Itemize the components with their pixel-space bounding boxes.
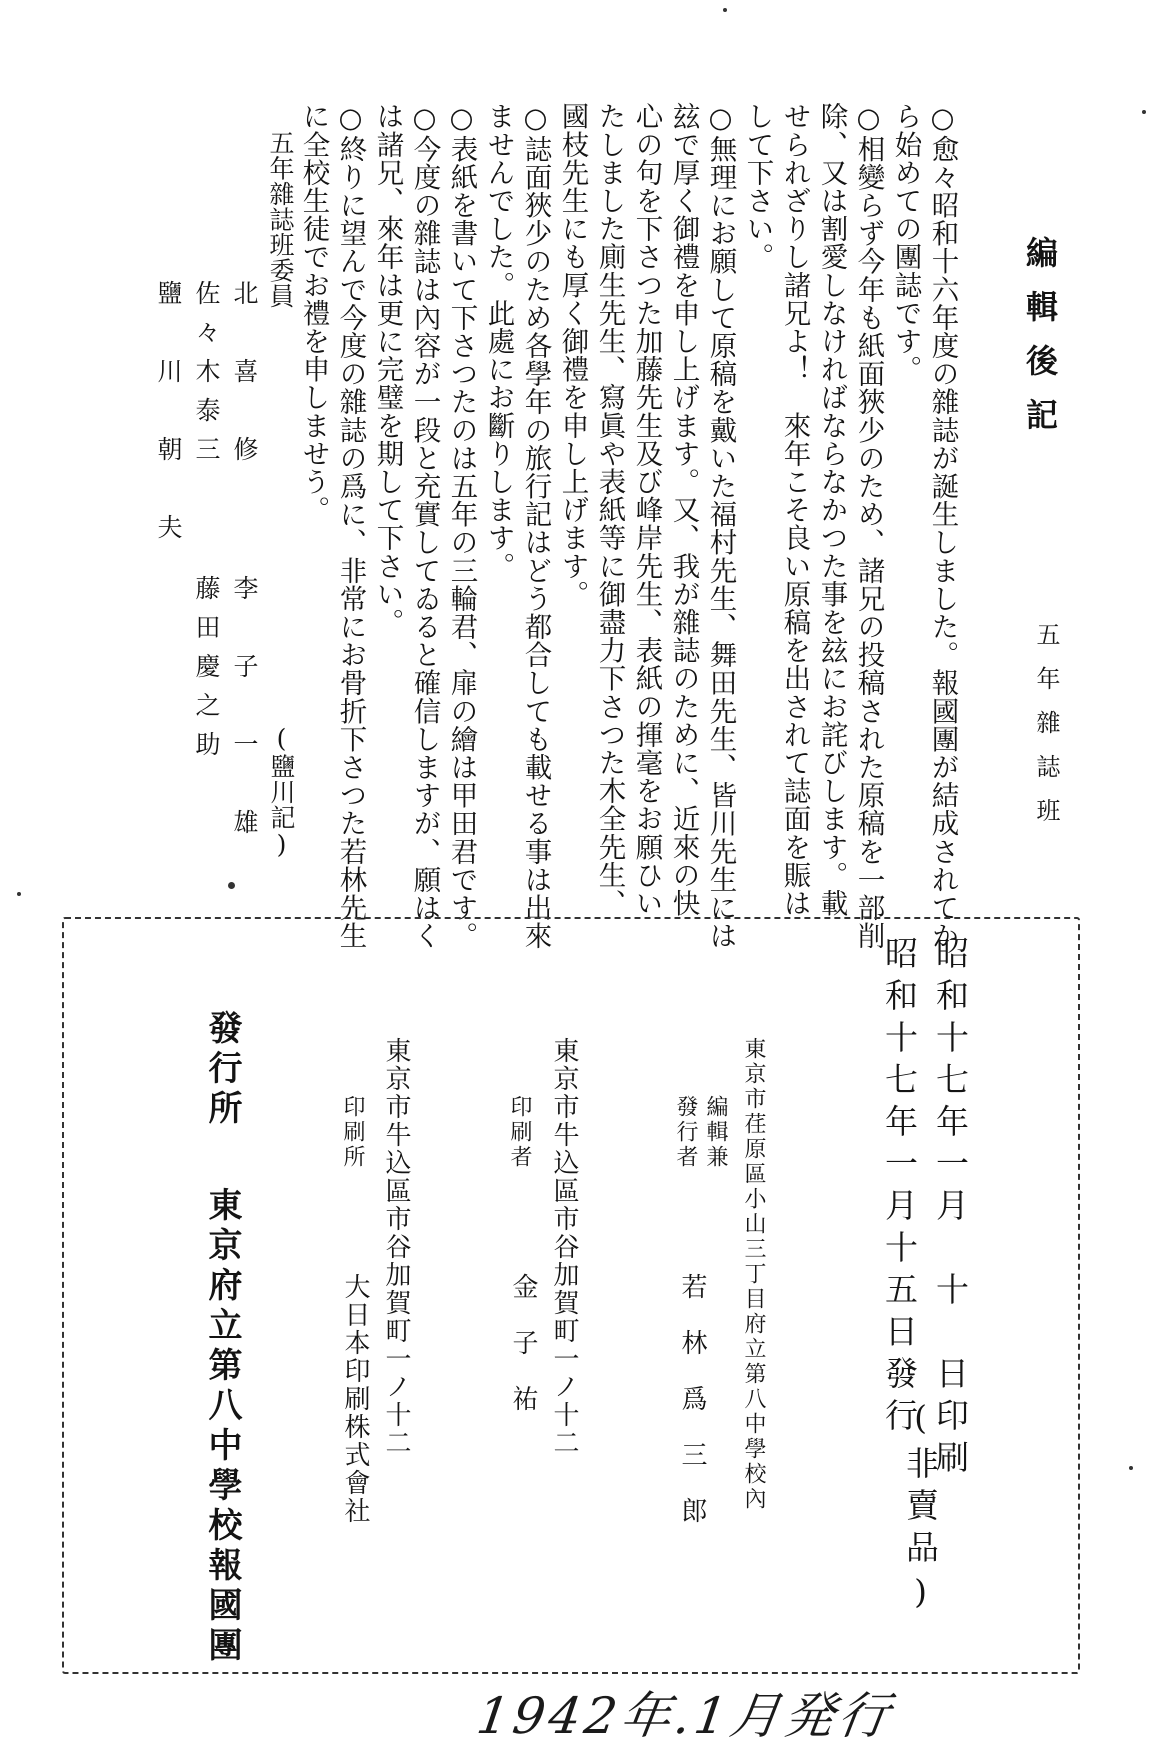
afterword-line-6: して下さい。 [741,102,774,271]
afterword-line-11: 國枝先生にも厚く御禮を申し上げます。 [556,102,589,608]
member-name: 李 子 一 雄 [230,575,259,848]
afterword-line-4: 除、又は割愛しなければならなかつた事を玆にお詫びします。載 [815,102,848,917]
scan-speck [17,892,21,896]
afterword-line-8: 玆で厚く御禮を申し上げます。又、我が雜誌のために、近來の快 [667,102,700,917]
committee-label: 五年雜誌班委員 [266,130,295,309]
afterword-line-13: ませんでした。此處にお斷りします。 [482,102,515,580]
member-name: 鹽 川 朝 夫 [154,280,183,553]
afterword-line-16: は諸兄、來年は更に完璧を期して下さい。 [371,102,404,636]
print-date: 昭和十七年一月 十 日印刷 [931,936,970,1482]
editor-name: 若 林 爲 三 郎 [677,1273,707,1525]
afterword-line-18: に全校生徒でお禮を申しませう。 [297,102,330,524]
afterword-line-7: ○無理にお願して原稿を戴いた福村先生、舞田先生、皆川先生には [704,102,737,950]
press-role: 印刷所 [340,1095,365,1170]
printer-role: 印刷者 [507,1095,532,1170]
editor-role-2: 發行者 [673,1095,698,1170]
printer-address: 東京市牛込區市谷加賀町一ノ十二 [549,1037,579,1457]
member-name: 藤田慶之助 [192,575,221,770]
afterword-line-12: ○誌面狹少のため各學年の旅行記はどう都合しても載せる事は出來 [519,102,552,950]
editor-address: 東京市荏原區小山三丁目府立第八中學校內 [741,1037,766,1512]
publisher-label: 發行所 [202,1010,242,1130]
afterword-line-10: たしました廁生先生、寫眞や表紙等に御盡力下さつた木全先生、 [593,102,626,917]
member-name: 佐々木泰三 [192,280,221,475]
issue-date: 昭和十七年一月十五日發行 [880,936,919,1440]
press-address: 東京市牛込區市谷加賀町一ノ十二 [381,1037,411,1457]
afterword-line-2: ら始めての團誌です。 [889,102,922,383]
scan-speck [723,8,727,12]
afterword-line-15: ○今度の雜誌は內容が一段と充實してゐると確信しますが、願はく [408,102,441,950]
scan-speck [1129,1466,1133,1470]
handwritten-date-note: 1942年.1月発行 [473,1687,897,1745]
editor-role-1: 編輯兼 [703,1095,728,1170]
printer-name: 金 子 祐 [508,1273,538,1413]
afterword-line-5: せられざりし諸兄よ！ 來年こそ良い原稿を出されて誌面を賑は [778,102,811,917]
afterword-line-1: ○愈々昭和十六年度の雜誌が誕生しました。報國團が結成されてか [926,102,959,950]
scan-speck [1142,110,1146,114]
press-name: 大日本印刷株式會社 [340,1273,370,1525]
afterword-line-3: ○相變らず今年も紙面狹少のため、諸兄の投稿された原稿を一部削 [852,102,885,950]
afterword-line-9: 心の句を下さつた加藤先生及び峰岸先生、表紙の揮毫をお願ひい [630,102,663,917]
afterword-signature: (鹽川記) [267,724,296,860]
afterword-group-label: 五年雜誌班 [1032,622,1060,842]
member-name: 北 喜 修 [230,280,259,475]
scan-speck [228,882,235,889]
publisher-name: 東京府立第八中學校報國團 [202,1187,242,1667]
afterword-line-17: ○終りに望んで今度の雜誌の爲に、非常にお骨折下さつた若林先生 [334,102,367,950]
afterword-line-14: ○表紙を書いて下さつたのは五年の三輪君、扉の繪は甲田君です。 [445,102,478,950]
afterword-title: 編輯後記 [1021,236,1059,452]
not-for-sale-label: (非賣品) [901,1398,940,1620]
